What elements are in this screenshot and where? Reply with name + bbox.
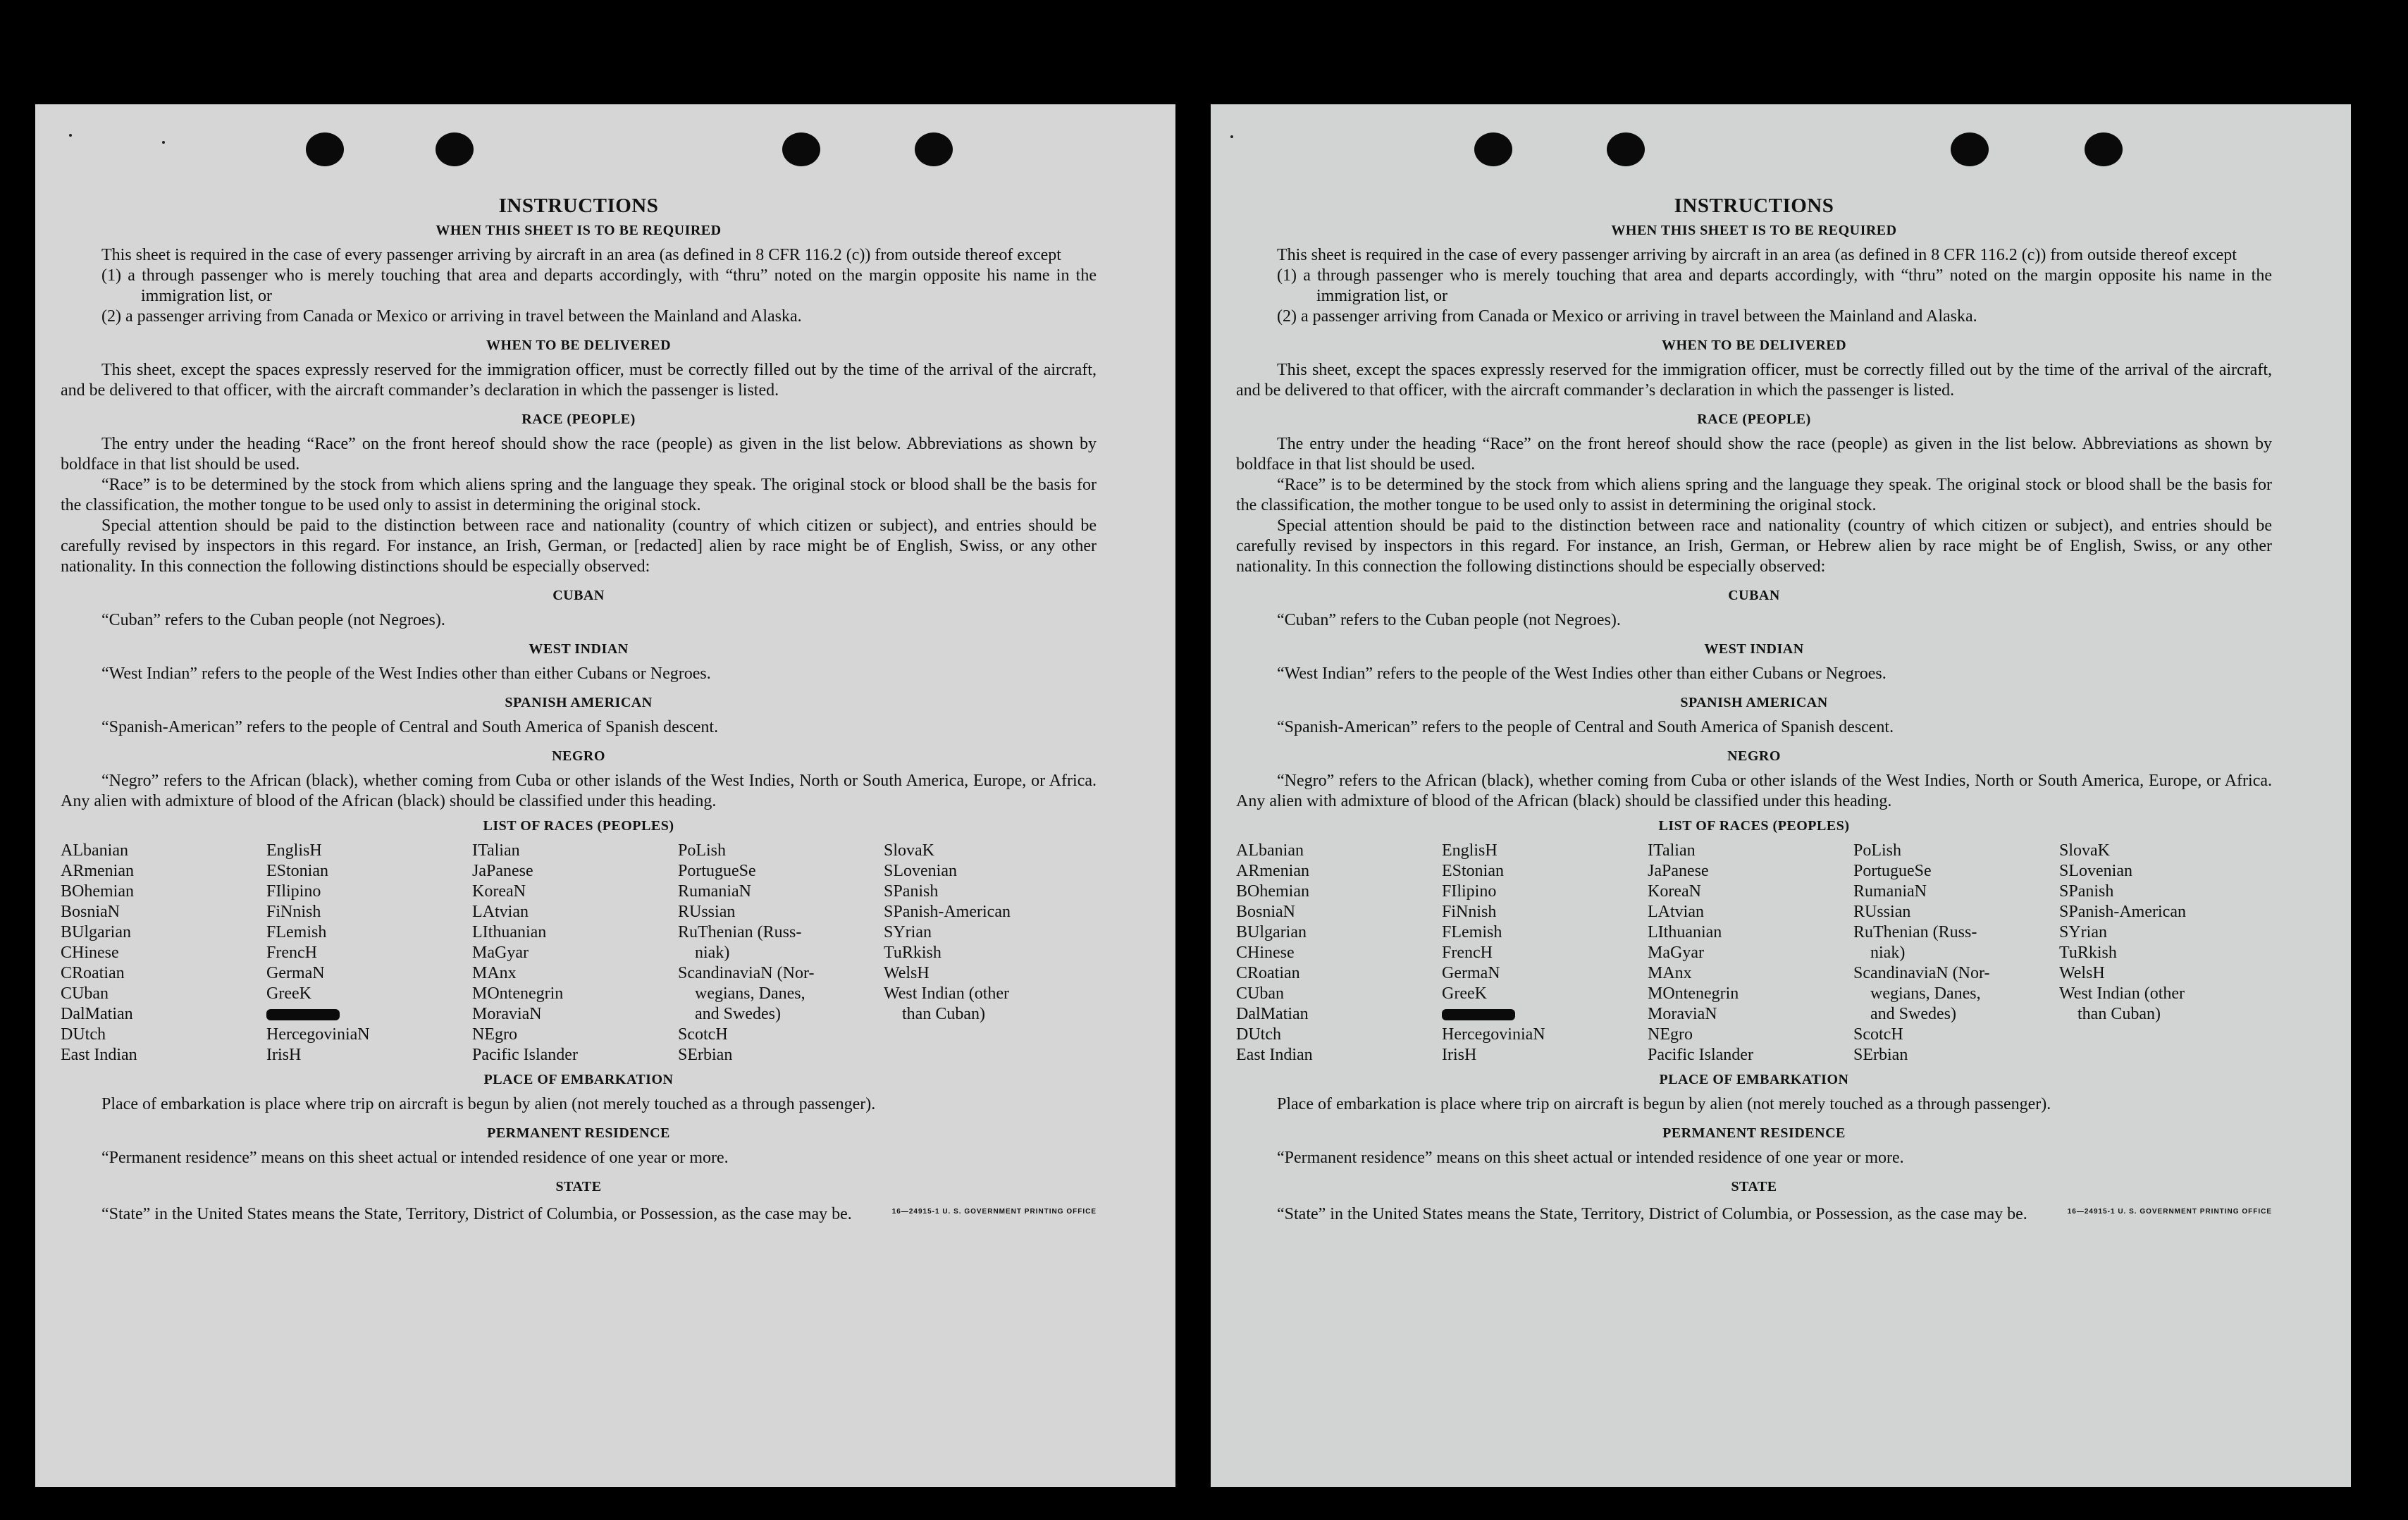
race-item: SPanish bbox=[884, 882, 939, 901]
race-item-redacted bbox=[1442, 1004, 1648, 1025]
race-item: GreeK bbox=[266, 984, 311, 1003]
races-column-4 bbox=[678, 841, 884, 1065]
race-item: PoLish bbox=[1853, 841, 1902, 860]
race-item: CHinese bbox=[1236, 944, 1295, 962]
page-title: INSTRUCTIONS bbox=[498, 194, 659, 217]
race-item: SErbian bbox=[1853, 1046, 1908, 1064]
race-paragraph-2: “Race” is to be determined by the stock from which aliens spring and the language they speak. The original stock or blood shall be the basis for the classification, the mother tongue to be used only to assist in determining the original stock. bbox=[61, 476, 1097, 514]
section-heading-delivered: WHEN TO BE DELIVERED bbox=[1661, 338, 1847, 353]
races-column-3 bbox=[1648, 841, 1853, 1065]
race-item: RumaniaN bbox=[678, 882, 751, 901]
race-item: JaPanese bbox=[1648, 862, 1709, 880]
race-item: East Indian bbox=[1236, 1046, 1313, 1064]
race-item: EStonian bbox=[1442, 862, 1504, 880]
section-heading-cuban: CUBAN bbox=[552, 588, 605, 603]
race-item: Pacific Islander bbox=[1648, 1046, 1753, 1064]
race-item: TuRkish bbox=[2059, 944, 2117, 962]
race-item: FIlipino bbox=[1442, 882, 1497, 901]
cuban-paragraph: “Cuban” refers to the Cuban people (not Negroes). bbox=[101, 611, 445, 629]
race-item: MoraviaN bbox=[1648, 1005, 1717, 1023]
race-item: LAtvian bbox=[1648, 903, 1704, 921]
section-heading-races-list: LIST OF RACES (PEOPLES) bbox=[483, 818, 674, 834]
race-item: RUssian bbox=[678, 903, 736, 921]
race-item: IrisH bbox=[1442, 1046, 1477, 1064]
race-item: KoreaN bbox=[1648, 882, 1701, 901]
spanish-american-paragraph: “Spanish-American” refers to the people of Central and South America of Spanish descent. bbox=[1277, 718, 1894, 736]
race-item: BUlgarian bbox=[61, 923, 131, 941]
races-column-5 bbox=[2059, 841, 2271, 1065]
speck bbox=[69, 134, 72, 137]
section-heading-west-indian: WEST INDIAN bbox=[1704, 641, 1804, 657]
race-item: FiNnish bbox=[1442, 903, 1497, 921]
race-item: EStonian bbox=[266, 862, 328, 880]
section-heading-negro: NEGRO bbox=[552, 748, 605, 764]
page-title: INSTRUCTIONS bbox=[1674, 194, 1834, 217]
race-item: EnglisH bbox=[1442, 841, 1498, 860]
races-column-1 bbox=[1236, 841, 1442, 1065]
race-item: NEgro bbox=[472, 1025, 517, 1044]
race-item: West Indian (other bbox=[2059, 984, 2185, 1003]
race-item: niak) bbox=[695, 944, 730, 962]
west-indian-paragraph: “West Indian” refers to the people of the West Indies other than either Cubans or Negroes. bbox=[1277, 665, 1887, 683]
race-item: CUban bbox=[61, 984, 109, 1003]
embarkation-paragraph: Place of embarkation is place where trip on aircraft is begun by alien (not merely touched as a through passenger). bbox=[1277, 1095, 2051, 1113]
race-paragraph-1: The entry under the heading “Race” on the front hereof should show the race (people) as given in the list below. Abbreviations as shown by boldface in that list should be used. bbox=[1236, 435, 2272, 474]
required-paragraph: This sheet is required in the case of every passenger arriving by aircraft in an area (as defined in 8 CFR 116.2 (c)) from outside thereof except bbox=[101, 246, 1061, 264]
race-item: SYrian bbox=[884, 923, 932, 941]
race-item: SLovenian bbox=[884, 862, 957, 880]
race-item: and Swedes) bbox=[695, 1005, 781, 1023]
redaction-mark bbox=[266, 1009, 340, 1020]
state-footer-row bbox=[1236, 1201, 2272, 1225]
race-item: SErbian bbox=[678, 1046, 733, 1064]
race-item: DUtch bbox=[1236, 1025, 1281, 1044]
delivered-paragraph: This sheet, except the spaces expressly reserved for the immigration officer, must be correctly filled out by the time of the arrival of the aircraft, and be delivered to that officer, with the aircraft commander’s declaration in which the passenger is listed. bbox=[1236, 361, 2272, 400]
punch-hole bbox=[1951, 132, 1989, 166]
race-item: TuRkish bbox=[884, 944, 941, 962]
state-paragraph: “State” in the United States means the State, Territory, District of Columbia, or Possession, as the case may be. bbox=[101, 1205, 852, 1223]
race-item: SPanish-American bbox=[2059, 903, 2186, 921]
race-item: GermaN bbox=[266, 964, 325, 982]
punch-hole bbox=[1607, 132, 1645, 166]
race-paragraph-3: Special attention should be paid to the distinction between race and nationality (country of which citizen or subject), and entries should be carefully revised by inspectors in this regard. For instance, an Irish, German, or Hebrew alien by race might be of English, Swiss, or any other nationality. In this connection the following distinctions should be especially observed: bbox=[1236, 517, 2272, 576]
race-item: JaPanese bbox=[472, 862, 533, 880]
race-item: SYrian bbox=[2059, 923, 2107, 941]
race-item: and Swedes) bbox=[1870, 1005, 1956, 1023]
state-footer-row bbox=[61, 1201, 1097, 1225]
race-item: MaGyar bbox=[1648, 944, 1704, 962]
punch-hole bbox=[306, 132, 344, 166]
race-item: ARmenian bbox=[61, 862, 134, 880]
races-list bbox=[61, 841, 1097, 1065]
spanish-american-paragraph: “Spanish-American” refers to the people of Central and South America of Spanish descent. bbox=[101, 718, 719, 736]
race-item: Pacific Islander bbox=[472, 1046, 578, 1064]
race-item: CUban bbox=[1236, 984, 1284, 1003]
section-heading-west-indian: WEST INDIAN bbox=[529, 641, 629, 657]
race-item: ScandinaviaN (Nor- bbox=[678, 964, 815, 982]
races-column-2 bbox=[1442, 841, 1648, 1065]
race-item: HercegoviniaN bbox=[266, 1025, 370, 1044]
race-item: FiNnish bbox=[266, 903, 321, 921]
race-item-redacted bbox=[266, 1004, 472, 1025]
race-item: RuThenian (Russ- bbox=[1853, 923, 1977, 941]
section-heading-races-list: LIST OF RACES (PEOPLES) bbox=[1658, 818, 1850, 834]
race-item: ALbanian bbox=[1236, 841, 1304, 860]
speck bbox=[162, 141, 165, 144]
race-item: wegians, Danes, bbox=[1870, 984, 1981, 1003]
cuban-paragraph: “Cuban” refers to the Cuban people (not Negroes). bbox=[1277, 611, 1621, 629]
race-item: WelsH bbox=[2059, 964, 2105, 982]
race-item: DalMatian bbox=[61, 1005, 133, 1023]
residence-paragraph: “Permanent residence” means on this sheet actual or intended residence of one year or more. bbox=[101, 1149, 729, 1167]
race-item: GreeK bbox=[1442, 984, 1487, 1003]
section-heading-cuban: CUBAN bbox=[1728, 588, 1780, 603]
section-heading-required: WHEN THIS SHEET IS TO BE REQUIRED bbox=[436, 223, 722, 238]
race-item: BUlgarian bbox=[1236, 923, 1307, 941]
exception-item-1: (1) a through passenger who is merely touching that area and departs accordingly, with “thru” noted on the margin opposite his name in the immigration list, or bbox=[1277, 266, 2272, 305]
race-item: SlovaK bbox=[2059, 841, 2110, 860]
section-heading-embarkation: PLACE OF EMBARKATION bbox=[483, 1072, 674, 1087]
race-item: KoreaN bbox=[472, 882, 526, 901]
section-heading-negro: NEGRO bbox=[1727, 748, 1781, 764]
punch-hole bbox=[782, 132, 820, 166]
race-item: WelsH bbox=[884, 964, 930, 982]
race-item: niak) bbox=[1870, 944, 1906, 962]
race-paragraph-1: The entry under the heading “Race” on the front hereof should show the race (people) as given in the list below. Abbreviations as shown by boldface in that list should be used. bbox=[61, 435, 1097, 474]
race-item: ARmenian bbox=[1236, 862, 1309, 880]
race-item: BOhemian bbox=[1236, 882, 1309, 901]
race-item: West Indian (other bbox=[884, 984, 1010, 1003]
punch-hole bbox=[915, 132, 953, 166]
race-item: BosniaN bbox=[1236, 903, 1295, 921]
race-item: GermaN bbox=[1442, 964, 1500, 982]
race-item: RUssian bbox=[1853, 903, 1911, 921]
race-item: SPanish-American bbox=[884, 903, 1011, 921]
section-heading-spanish-american: SPANISH AMERICAN bbox=[505, 695, 653, 710]
race-paragraph-2: “Race” is to be determined by the stock from which aliens spring and the language they speak. The original stock or blood shall be the basis for the classification, the mother tongue to be used only to assist in determining the original stock. bbox=[1236, 476, 2272, 514]
west-indian-paragraph: “West Indian” refers to the people of the West Indies other than either Cubans or Negroes. bbox=[101, 665, 711, 683]
race-paragraph-3: Special attention should be paid to the distinction between race and nationality (country of which citizen or subject), and entries should be carefully revised by inspectors in this regard. For instance, an Irish, German, or [redacted] alien by race might be of English, Swiss, or any other nationality. In this connection the following distinctions should be especially observed: bbox=[61, 517, 1097, 576]
instructions-text bbox=[61, 196, 1097, 1225]
race-item: ScandinaviaN (Nor- bbox=[1853, 964, 1990, 982]
section-heading-delivered: WHEN TO BE DELIVERED bbox=[486, 338, 672, 353]
embarkation-paragraph: Place of embarkation is place where trip on aircraft is begun by alien (not merely touched as a through passenger). bbox=[101, 1095, 876, 1113]
negro-paragraph: “Negro” refers to the African (black), whether coming from Cuba or other islands of the West Indies, North or South America, Europe, or Africa. Any alien with admixture of blood of the African (black) should be classified under this heading. bbox=[61, 772, 1097, 810]
punch-hole bbox=[1474, 132, 1512, 166]
printing-office-imprint: 16—24915-1 U. S. GOVERNMENT PRINTING OFFICE bbox=[2067, 1208, 2272, 1216]
race-item: HercegoviniaN bbox=[1442, 1025, 1545, 1044]
race-item: FLemish bbox=[266, 923, 327, 941]
race-item: wegians, Danes, bbox=[695, 984, 805, 1003]
race-item: MoraviaN bbox=[472, 1005, 542, 1023]
race-item: LIthuanian bbox=[1648, 923, 1722, 941]
race-item: SlovaK bbox=[884, 841, 934, 860]
section-heading-required: WHEN THIS SHEET IS TO BE REQUIRED bbox=[1611, 223, 1897, 238]
race-item: ALbanian bbox=[61, 841, 128, 860]
section-heading-residence: PERMANENT RESIDENCE bbox=[1662, 1125, 1846, 1141]
race-item: MaGyar bbox=[472, 944, 529, 962]
redaction-mark bbox=[1442, 1009, 1515, 1020]
race-item: LAtvian bbox=[472, 903, 529, 921]
race-item: DUtch bbox=[61, 1025, 106, 1044]
speck bbox=[1230, 135, 1233, 138]
race-item: RuThenian (Russ- bbox=[678, 923, 802, 941]
races-column-5 bbox=[884, 841, 1095, 1065]
races-column-1 bbox=[61, 841, 266, 1065]
race-item: RumaniaN bbox=[1853, 882, 1927, 901]
exception-item-1: (1) a through passenger who is merely touching that area and departs accordingly, with “thru” noted on the margin opposite his name in the immigration list, or bbox=[101, 266, 1097, 305]
race-item: MAnx bbox=[472, 964, 517, 982]
race-item: CHinese bbox=[61, 944, 119, 962]
races-column-2 bbox=[266, 841, 472, 1065]
race-item: CRoatian bbox=[1236, 964, 1300, 982]
state-paragraph: “State” in the United States means the State, Territory, District of Columbia, or Possession, as the case may be. bbox=[1277, 1205, 2027, 1223]
race-item: ScotcH bbox=[1853, 1025, 1903, 1044]
section-heading-state: STATE bbox=[1731, 1179, 1777, 1194]
races-column-4 bbox=[1853, 841, 2059, 1065]
instructions-text bbox=[1236, 196, 2272, 1225]
race-item: SPanish bbox=[2059, 882, 2114, 901]
race-item: ScotcH bbox=[678, 1025, 728, 1044]
negro-paragraph: “Negro” refers to the African (black), whether coming from Cuba or other islands of the West Indies, North or South America, Europe, or Africa. Any alien with admixture of blood of the African (black) should be classified under this heading. bbox=[1236, 772, 2272, 810]
race-item: SLovenian bbox=[2059, 862, 2132, 880]
exception-item-2: (2) a passenger arriving from Canada or Mexico or arriving in travel between the Mainland and Alaska. bbox=[101, 307, 802, 326]
race-item: ITalian bbox=[1648, 841, 1696, 860]
section-heading-state: STATE bbox=[555, 1179, 602, 1194]
race-item: than Cuban) bbox=[902, 1005, 985, 1023]
document-page-right bbox=[1211, 104, 2351, 1487]
punch-hole bbox=[2085, 132, 2123, 166]
race-item: BosniaN bbox=[61, 903, 120, 921]
race-item: than Cuban) bbox=[2077, 1005, 2161, 1023]
race-item: East Indian bbox=[61, 1046, 137, 1064]
residence-paragraph: “Permanent residence” means on this sheet actual or intended residence of one year or more. bbox=[1277, 1149, 1904, 1167]
race-item: FrencH bbox=[266, 944, 317, 962]
race-item: EnglisH bbox=[266, 841, 322, 860]
document-page-left bbox=[35, 104, 1175, 1487]
race-item: CRoatian bbox=[61, 964, 125, 982]
race-item: MAnx bbox=[1648, 964, 1692, 982]
section-heading-race: RACE (PEOPLE) bbox=[521, 412, 636, 427]
section-heading-race: RACE (PEOPLE) bbox=[1697, 412, 1811, 427]
section-heading-spanish-american: SPANISH AMERICAN bbox=[1680, 695, 1828, 710]
race-item: MOntenegrin bbox=[1648, 984, 1739, 1003]
section-heading-embarkation: PLACE OF EMBARKATION bbox=[1659, 1072, 1849, 1087]
delivered-paragraph: This sheet, except the spaces expressly reserved for the immigration officer, must be correctly filled out by the time of the arrival of the aircraft, and be delivered to that officer, with the aircraft commander’s declaration in which the passenger is listed. bbox=[61, 361, 1097, 400]
race-item: MOntenegrin bbox=[472, 984, 564, 1003]
race-item: FIlipino bbox=[266, 882, 321, 901]
races-column-3 bbox=[472, 841, 678, 1065]
race-item: BOhemian bbox=[61, 882, 134, 901]
punch-hole bbox=[436, 132, 474, 166]
printing-office-imprint: 16—24915-1 U. S. GOVERNMENT PRINTING OFFICE bbox=[891, 1208, 1097, 1216]
race-item: FrencH bbox=[1442, 944, 1493, 962]
section-heading-residence: PERMANENT RESIDENCE bbox=[487, 1125, 670, 1141]
race-item: PortugueSe bbox=[1853, 862, 1932, 880]
race-item: FLemish bbox=[1442, 923, 1502, 941]
race-item: PortugueSe bbox=[678, 862, 756, 880]
race-item: PoLish bbox=[678, 841, 727, 860]
required-paragraph: This sheet is required in the case of every passenger arriving by aircraft in an area (as defined in 8 CFR 116.2 (c)) from outside thereof except bbox=[1277, 246, 2237, 264]
race-item: NEgro bbox=[1648, 1025, 1693, 1044]
exception-item-2: (2) a passenger arriving from Canada or Mexico or arriving in travel between the Mainland and Alaska. bbox=[1277, 307, 1977, 326]
race-item: LIthuanian bbox=[472, 923, 547, 941]
races-list bbox=[1236, 841, 2272, 1065]
race-item: DalMatian bbox=[1236, 1005, 1309, 1023]
race-item: ITalian bbox=[472, 841, 520, 860]
race-item: IrisH bbox=[266, 1046, 302, 1064]
